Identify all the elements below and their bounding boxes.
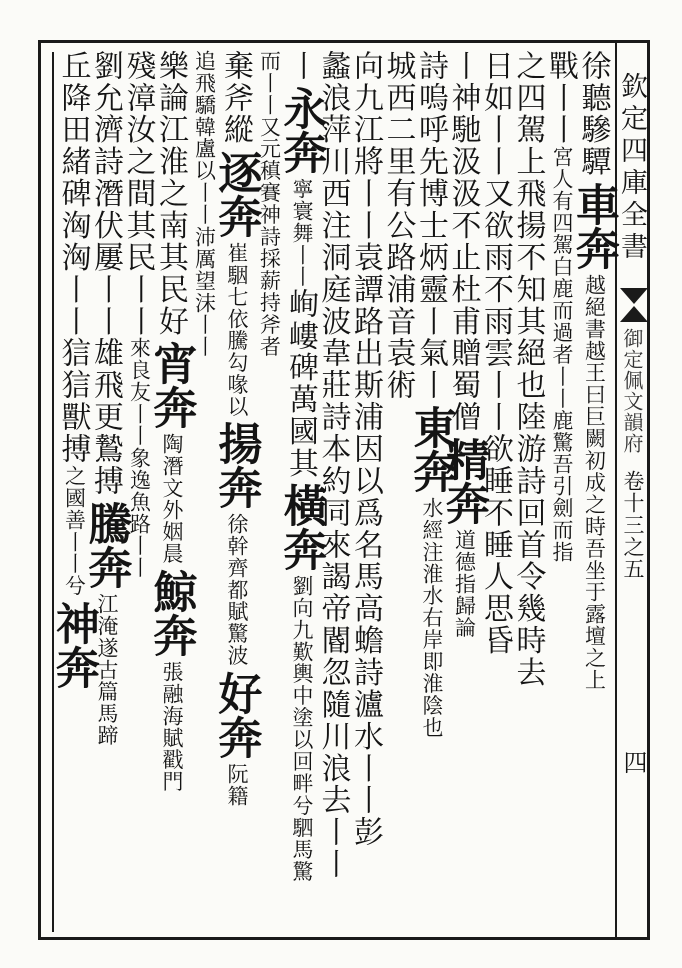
annotation-text: 來良友丨丨 [126,337,151,448]
annotation-text: 而丨丨又元稹賽神詩採薪持斧者 [256,50,281,358]
headword: 鯨奔 [145,568,197,657]
annotation-text: 象逸魚路丨丨 [126,447,151,579]
headword: 好奔 [210,670,262,759]
annotation-text: 張融海賦戳門 [158,660,183,793]
body-text: 詩嗚呼先博士炳靈丨氣丨 [413,50,449,402]
body-text: 戰丨丨 [543,50,579,146]
body-text: 向九江將丨丨袁譚路出斯浦因以爲名馬高蟾詩瀘水丨丨彭 [348,50,384,849]
body-text: 峋嶁碑萬國其 [283,287,319,480]
body-text: 棄斧縱 [218,50,254,146]
headword: 逐奔 [210,149,262,238]
annotation-text: 寧寰舞丨丨 [288,177,313,288]
annotation-text: 徐幹齊都賦驚波 [223,513,248,667]
fishtail-mark-bottom [620,306,648,322]
annotation-text: 之國善丨丨兮 [61,465,86,597]
headword: 揚奔 [210,421,262,510]
body-text: 丘降田緒碑洶洶丨丨狺狺獸搏 [55,50,91,466]
page-number: 四 [619,750,647,774]
body-text: 蠡浪萍川西注洞庭波韋莊詩本約同來謁帝閽忽隨川浪去丨丨 [315,50,351,881]
body-text: 之四駕上飛揚不知其絕也陸游詩回首令幾時去 [510,50,546,689]
book-title: 欽定四庫全書 [616,72,647,264]
annotation-text: 陶潛文外姻晨 [158,433,183,565]
body-text: 丨 [283,50,319,82]
body-text: 丨神馳汲汲不止杜甫贈蜀僧 [445,50,481,434]
text-column [47,50,99,930]
annotation-text: 追飛驕韓盧以丨丨 [191,50,216,226]
section-title: 御定佩文韻府 [620,328,644,454]
annotation-text: 劉向九歎輿中塗以回畔兮駟馬驚 [288,574,313,883]
body-text: 殘漳汝之間其民丨丨 [120,50,156,338]
headword: 神奔 [47,600,99,689]
annotation-text: 沛厲望沫丨丨 [191,225,216,358]
annotation-text: 崔駰七依騰勾喙以 [223,241,248,418]
headword: 精奔 [437,437,489,525]
body-text: 樂論江淮之南其民好 [153,50,189,338]
headword: 宵奔 [145,341,197,430]
annotation-text: 阮籍 [223,762,248,807]
volume-label: 卷十三之五 [621,470,645,580]
body-text: 城西二里有公路浦音袁術 [380,50,416,402]
annotation-text: 宮人有四駕白鹿而過者丨丨鹿驚吾引劍而指 [548,145,573,563]
body-text: 徐聽驂驔 [575,50,611,178]
body-text: 日如丨丨又欲雨不雨雲丨丨欲睡不睡人思昏 [478,50,514,657]
annotation-text: 江淹遂古篇馬蹄 [93,592,118,747]
headword: 橫奔 [275,483,327,571]
annotation-text: 越絕書越王曰巨闕初成之時吾坐于露壇之上 [581,273,606,691]
headword: 車奔 [567,181,619,270]
annotation-text: 道德指歸論 [451,528,476,639]
headword: 東奔 [405,405,457,494]
annotation-text: 水經注淮水右岸即淮陰也 [418,497,443,739]
headword: 永奔 [275,85,327,174]
body-text: 劉允濟詩潛伏屢丨丨雄飛更鷙搏 [88,50,124,498]
fishtail-mark-top [620,288,648,304]
headword: 騰奔 [80,501,132,589]
